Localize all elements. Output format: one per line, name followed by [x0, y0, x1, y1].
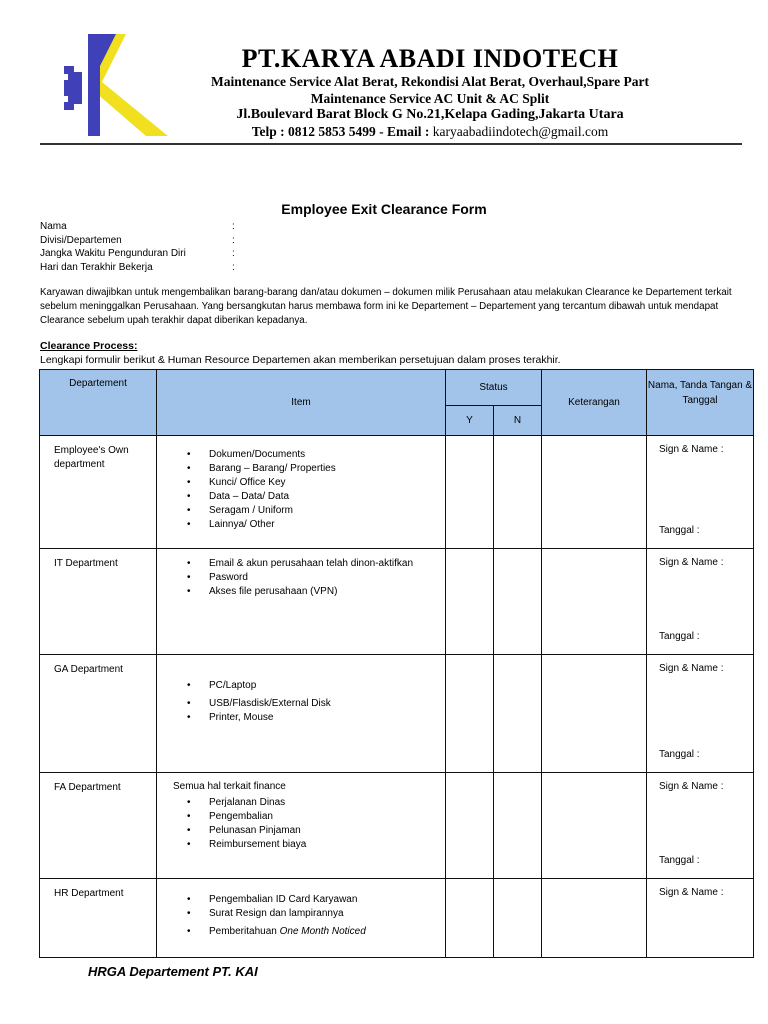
item-list-it: [157, 549, 446, 655]
field-jangka-waktu[interactable]: Jangka Wakitu Pengunduran Diri :: [40, 248, 235, 259]
table-row: [40, 773, 754, 879]
signature-cell[interactable]: [647, 549, 754, 655]
signature-cell[interactable]: [647, 655, 754, 773]
item-list-employee-own: [157, 436, 446, 549]
table-header-row: [40, 370, 754, 406]
intro-paragraph: Karyawan diwajibkan untuk mengembalikan barang-barang dan/atau dokumen – dokumen milik Perusahaan atau melakukan Clearance ke Departement terkait sebelum meninggalkan Perusahaan. Yang bersangkutan harus membawa form ini ke Departement – Departement yang tercantum dibawah untuk mendapat Clearance sebelum upah terakhir dapat diberikan kepadanya.: [40, 287, 732, 326]
keterangan-cell[interactable]: [542, 773, 647, 879]
status-y-cell[interactable]: [446, 436, 494, 549]
keterangan-cell[interactable]: [542, 549, 647, 655]
list-item: • Kunci/ Office Key: [187, 476, 429, 490]
employee-fields: [40, 220, 235, 274]
clearance-process-desc: Lengkapi formulir berikut & Human Resource Departemen akan memberikan persetujuan dalam proses terakhir.: [40, 354, 561, 366]
list-item: • Lainnya/ Other: [187, 518, 429, 532]
table-row: [40, 879, 754, 958]
footer-department: HRGA Departement PT. KAI: [88, 964, 258, 979]
company-header: [180, 44, 680, 140]
dept-employee-own: Employee's Own department: [40, 436, 157, 549]
list-item: • USB/Flasdisk/External Disk: [187, 697, 429, 711]
list-item: • Reimbursement biaya: [187, 838, 429, 852]
company-services-ac: Maintenance Service AC Unit & AC Split: [310, 90, 550, 106]
fa-preamble: Semua hal terkait finance: [173, 781, 286, 792]
status-n-cell[interactable]: [494, 549, 542, 655]
list-item: • Dokumen/Documents: [187, 448, 429, 462]
status-y-cell[interactable]: [446, 655, 494, 773]
company-services: Maintenance Service Alat Berat, Rekondisi Alat Berat, Overhaul,Spare Part: [210, 74, 650, 89]
tanggal-label: Tanggal :: [659, 749, 700, 760]
field-nama[interactable]: Nama :: [40, 221, 235, 232]
list-item: • Barang – Barang/ Properties: [187, 462, 429, 476]
header-divider: [40, 143, 742, 145]
header-status: Status: [446, 370, 542, 406]
signature-cell[interactable]: [647, 773, 754, 879]
status-n-cell[interactable]: [494, 655, 542, 773]
sign-name-label: Sign & Name :: [659, 781, 724, 792]
list-item: • Perjalanan Dinas: [187, 796, 429, 810]
company-phone: Telp : 0812 5853 5499 - Email :: [251, 123, 433, 139]
list-item: • Surat Resign dan lampirannya: [187, 907, 429, 921]
company-email: karyaabadiindotech@gmail.com: [432, 123, 609, 139]
table-row: [40, 436, 754, 549]
list-item: • Akses file perusahaan (VPN): [187, 585, 429, 599]
table-row: [40, 655, 754, 773]
header-nama-tanda-tangan: Nama, Tanda Tangan & Tanggal: [647, 370, 754, 436]
item-list-hr: [157, 879, 446, 958]
company-logo: [62, 30, 172, 138]
dept-ga: GA Department: [40, 655, 157, 773]
sign-name-label: Sign & Name :: [659, 663, 724, 674]
list-item: • Email & akun perusahaan telah dinon-aktifkan: [187, 557, 429, 571]
status-y-cell[interactable]: [446, 879, 494, 958]
form-title: Employee Exit Clearance Form: [281, 201, 487, 217]
header-y: Y: [446, 406, 494, 436]
status-n-cell[interactable]: [494, 436, 542, 549]
list-item: • Pengembalian: [187, 810, 429, 824]
dept-hr: HR Department: [40, 879, 157, 958]
tanggal-label: Tanggal :: [659, 855, 700, 866]
header-keterangan: Keterangan: [542, 370, 647, 436]
signature-cell[interactable]: [647, 436, 754, 549]
list-item: • Pasword: [187, 571, 429, 585]
clearance-table: [39, 369, 754, 958]
sign-name-label: Sign & Name :: [659, 444, 724, 455]
list-item: • Printer, Mouse: [187, 711, 429, 725]
signature-cell[interactable]: [647, 879, 754, 958]
header-item: Item: [157, 370, 446, 436]
item-list-fa: [157, 773, 446, 879]
keterangan-cell[interactable]: [542, 879, 647, 958]
dept-it: IT Department: [40, 549, 157, 655]
list-item: • PC/Laptop: [187, 679, 429, 693]
list-item: • Data – Data/ Data: [187, 490, 429, 504]
sign-name-label: Sign & Name :: [659, 887, 724, 898]
table-row: [40, 549, 754, 655]
list-item: • Seragam / Uniform: [187, 504, 429, 518]
field-divisi[interactable]: Divisi/Departemen :: [40, 234, 235, 246]
list-item: • Pelunasan Pinjaman: [187, 824, 429, 838]
list-item: • Pemberitahuan One Month Noticed: [187, 925, 429, 939]
header-n: N: [494, 406, 542, 436]
clearance-process-title: Clearance Process:: [40, 340, 138, 352]
item-list-ga: [157, 655, 446, 773]
status-y-cell[interactable]: [446, 773, 494, 879]
header-departement: Departement: [40, 370, 157, 436]
list-item: • Pengembalian ID Card Karyawan: [187, 893, 429, 907]
status-n-cell[interactable]: [494, 773, 542, 879]
field-hari-terakhir[interactable]: Hari dan Terakhir Bekerja :: [40, 261, 235, 273]
company-name: PT.KARYA ABADI INDOTECH: [241, 44, 619, 73]
dept-fa: FA Department: [40, 773, 157, 879]
company-address: Jl.Boulevard Barat Block G No.21,Kelapa Gading,Jakarta Utara: [236, 107, 624, 122]
sign-name-label: Sign & Name :: [659, 557, 724, 568]
keterangan-cell[interactable]: [542, 655, 647, 773]
status-y-cell[interactable]: [446, 549, 494, 655]
tanggal-label: Tanggal :: [659, 631, 700, 642]
tanggal-label: Tanggal :: [659, 525, 700, 536]
keterangan-cell[interactable]: [542, 436, 647, 549]
company-contact: [180, 124, 680, 140]
status-n-cell[interactable]: [494, 879, 542, 958]
